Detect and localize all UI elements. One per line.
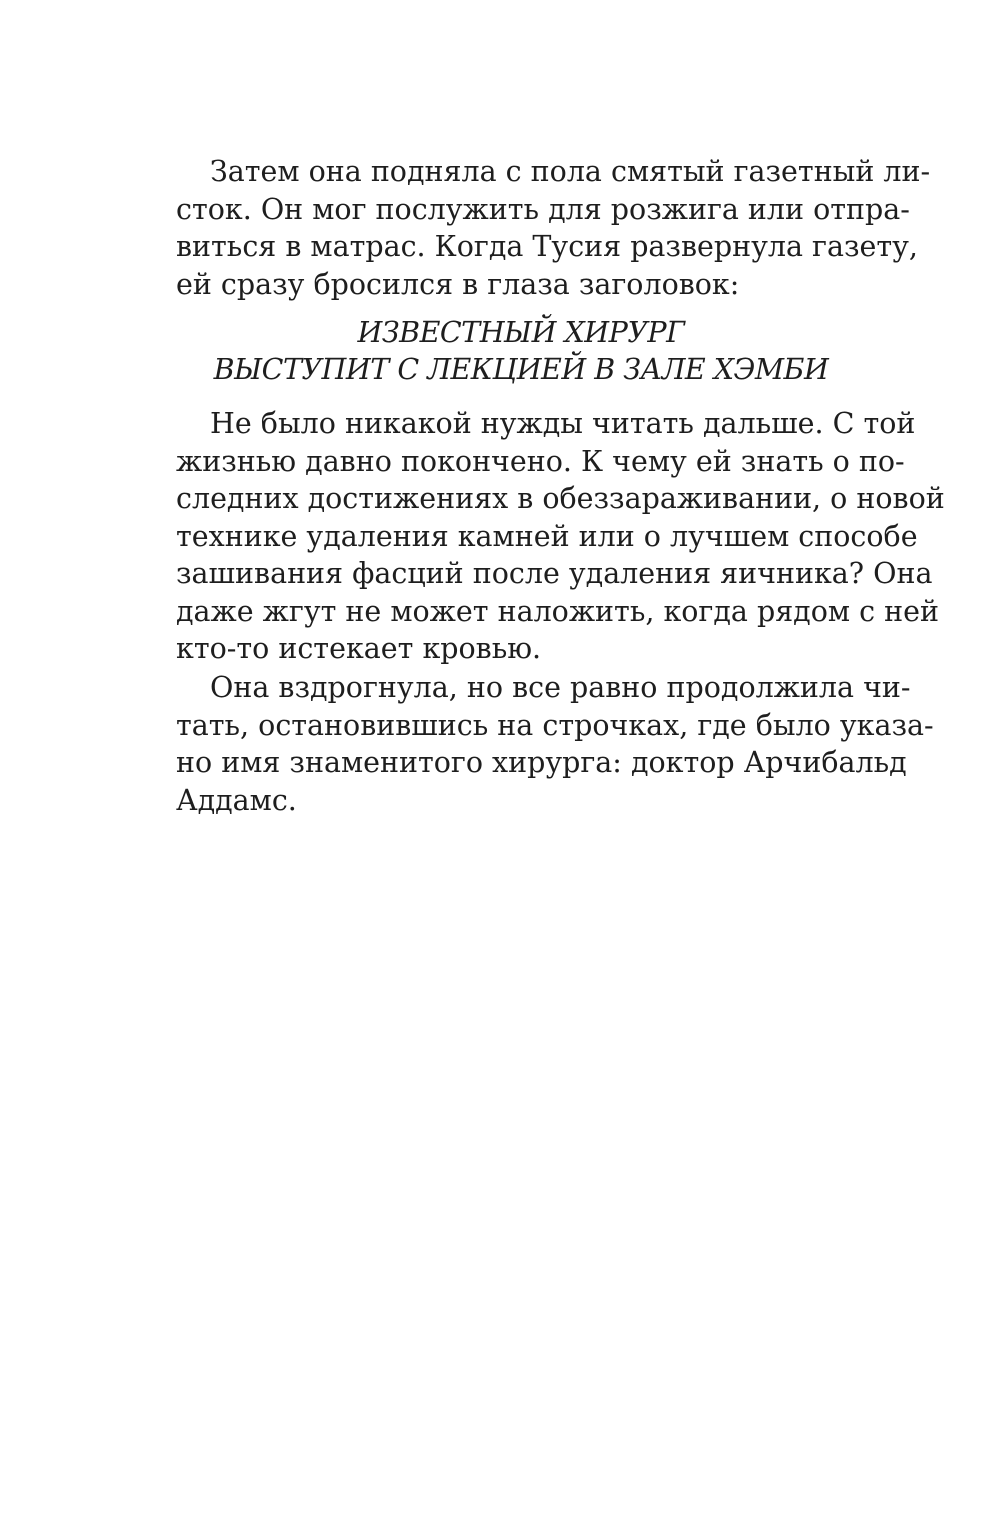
text-line: следних достижениях в обеззараживании, о новой xyxy=(176,482,945,515)
paragraph-3 xyxy=(176,669,934,819)
paragraph-1 xyxy=(176,153,931,303)
text-line: Не было никакой нужды читать дальше. С той xyxy=(210,407,916,440)
text-line: даже жгут не может наложить, когда рядом с ней xyxy=(176,594,939,628)
paragraph-2 xyxy=(176,405,945,668)
text-line: технике удаления камней или о лучшем способе xyxy=(176,519,918,553)
text-line: виться в матрас. Когда Тусия развернула газету, xyxy=(176,230,918,263)
headline-line-2: ВЫСТУПИТ С ЛЕКЦИЕЙ В ЗАЛЕ ХЭМБИ xyxy=(213,353,829,386)
text-line: жизнью давно покончено. К чему ей знать о по- xyxy=(176,444,905,478)
text-line: ей сразу бросился в глаза заголовок: xyxy=(176,267,740,301)
text-line: зашивания фасций после удаления яичника? Она xyxy=(176,557,933,590)
headline-line-1: ИЗВЕСТНЫЙ ХИРУРГ xyxy=(357,316,685,349)
newspaper-headline xyxy=(176,314,866,388)
text-line: Затем она подняла с пола смятый газетный ли- xyxy=(210,155,931,188)
text-line: но имя знаменитого хирурга: доктор Арчибальд xyxy=(176,746,907,779)
text-line: Она вздрогнула, но все равно продолжила чи- xyxy=(210,671,911,704)
text-line: Аддамс. xyxy=(176,783,297,817)
text-line: кто-то истекает кровью. xyxy=(176,632,542,665)
text-line: тать, остановившись на строчках, где было указа- xyxy=(176,708,934,742)
text-line: сток. Он мог послужить для розжига или отпра- xyxy=(176,192,910,226)
